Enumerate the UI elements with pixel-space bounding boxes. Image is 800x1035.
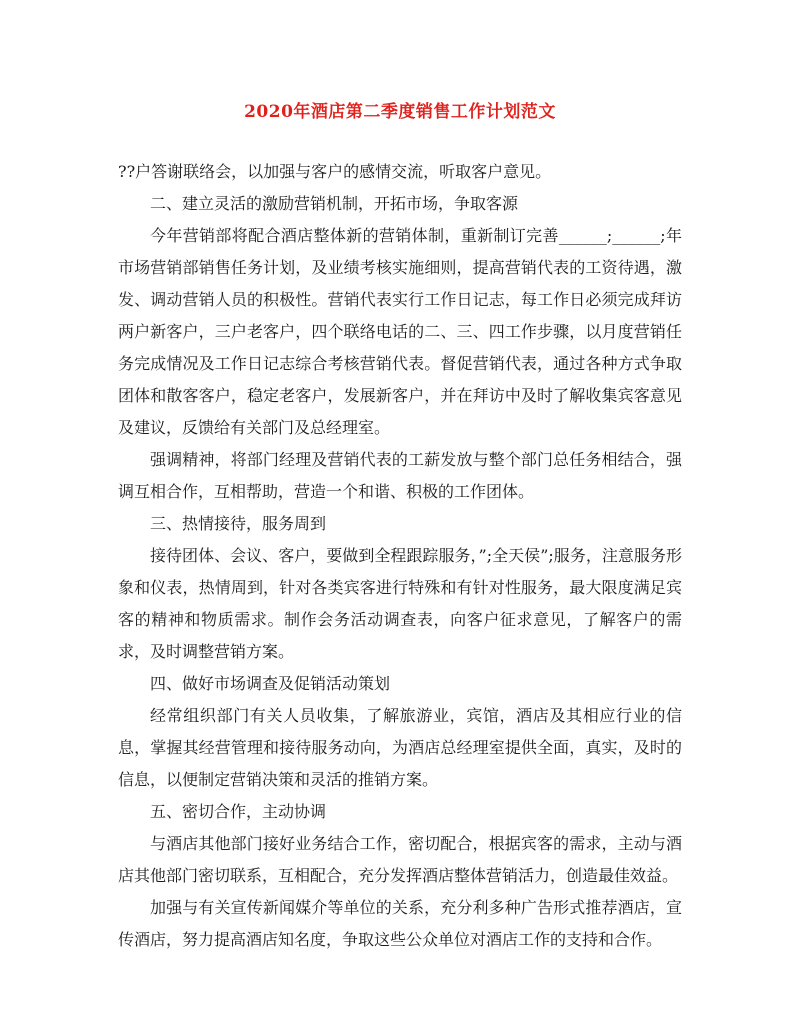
paragraph-market-research: 经常组织部门有关人员收集，了解旅游业，宾馆，酒店及其相应行业的信息，掌握其经营管理和接待服务动向，为酒店总经理室提供全面，真实，及时的信息，以便制定营销决策和灵活的推销方案。	[118, 706, 682, 789]
document-body	[118, 100, 682, 956]
section-heading-2: 二、建立灵活的激励营销机制，开拓市场，争取客源	[150, 194, 519, 213]
paragraph-reception: 接待团体、会议、客户，要做到全程跟踪服务，”;全天侯”;服务，注意服务形象和仪表，热情周到，针对各类宾客进行特殊和有针对性服务，最大限度满足宾客的精神和物质需求。制作会务活动调查表，向客户征求意见，了解客户的需求，及时调整营销方案。	[118, 546, 682, 661]
paragraph-teamwork: 强调精神，将部门经理及营销代表的工薪发放与整个部门总任务相结合，强调互相合作，互相帮助，营造一个和谐、积极的工作团体。	[118, 450, 682, 501]
section-heading-3: 三、热情接待，服务周到	[150, 514, 327, 533]
paragraph-continuation: ??户答谢联络会，以加强与客户的感情交流，听取客户意见。	[118, 162, 552, 181]
document-title: 2020年酒店第二季度销售工作计划范文	[244, 102, 556, 122]
section-heading-4: 四、做好市场调查及促销活动策划	[150, 674, 391, 693]
paragraph-incentive: 今年营销部将配合酒店整体新的营销体制，重新制订完善______;______;年市场营销部销售任务计划，及业绩考核实施细则，提高营销代表的工资待遇，激发、调动营销人员的积极性。营销代表实行工作日记志，每工作日必须完成拜访两户新客户，三户老客户，四个联络电话的二、三、四工作步骤，以月度营销任务完成情况及工作日记志综合考核营销代表。督促营销代表，通过各种方式争取团体和散客客户，稳定老客户，发展新客户，并在拜访中及时了解收集宾客意见及建议，反馈给有关部门及总经理室。	[118, 226, 682, 437]
paragraph-media: 加强与有关宣传新闻媒介等单位的关系，充分利多种广告形式推荐酒店，宣传酒店，努力提高酒店知名度，争取这些公众单位对酒店工作的支持和合作。	[118, 898, 682, 949]
paragraph-cooperation: 与酒店其他部门接好业务结合工作，密切配合，根据宾客的需求，主动与酒店其他部门密切联系，互相配合，充分发挥酒店整体营销活力，创造最佳效益。	[118, 834, 682, 885]
section-heading-5: 五、密切合作，主动协调	[150, 802, 327, 821]
